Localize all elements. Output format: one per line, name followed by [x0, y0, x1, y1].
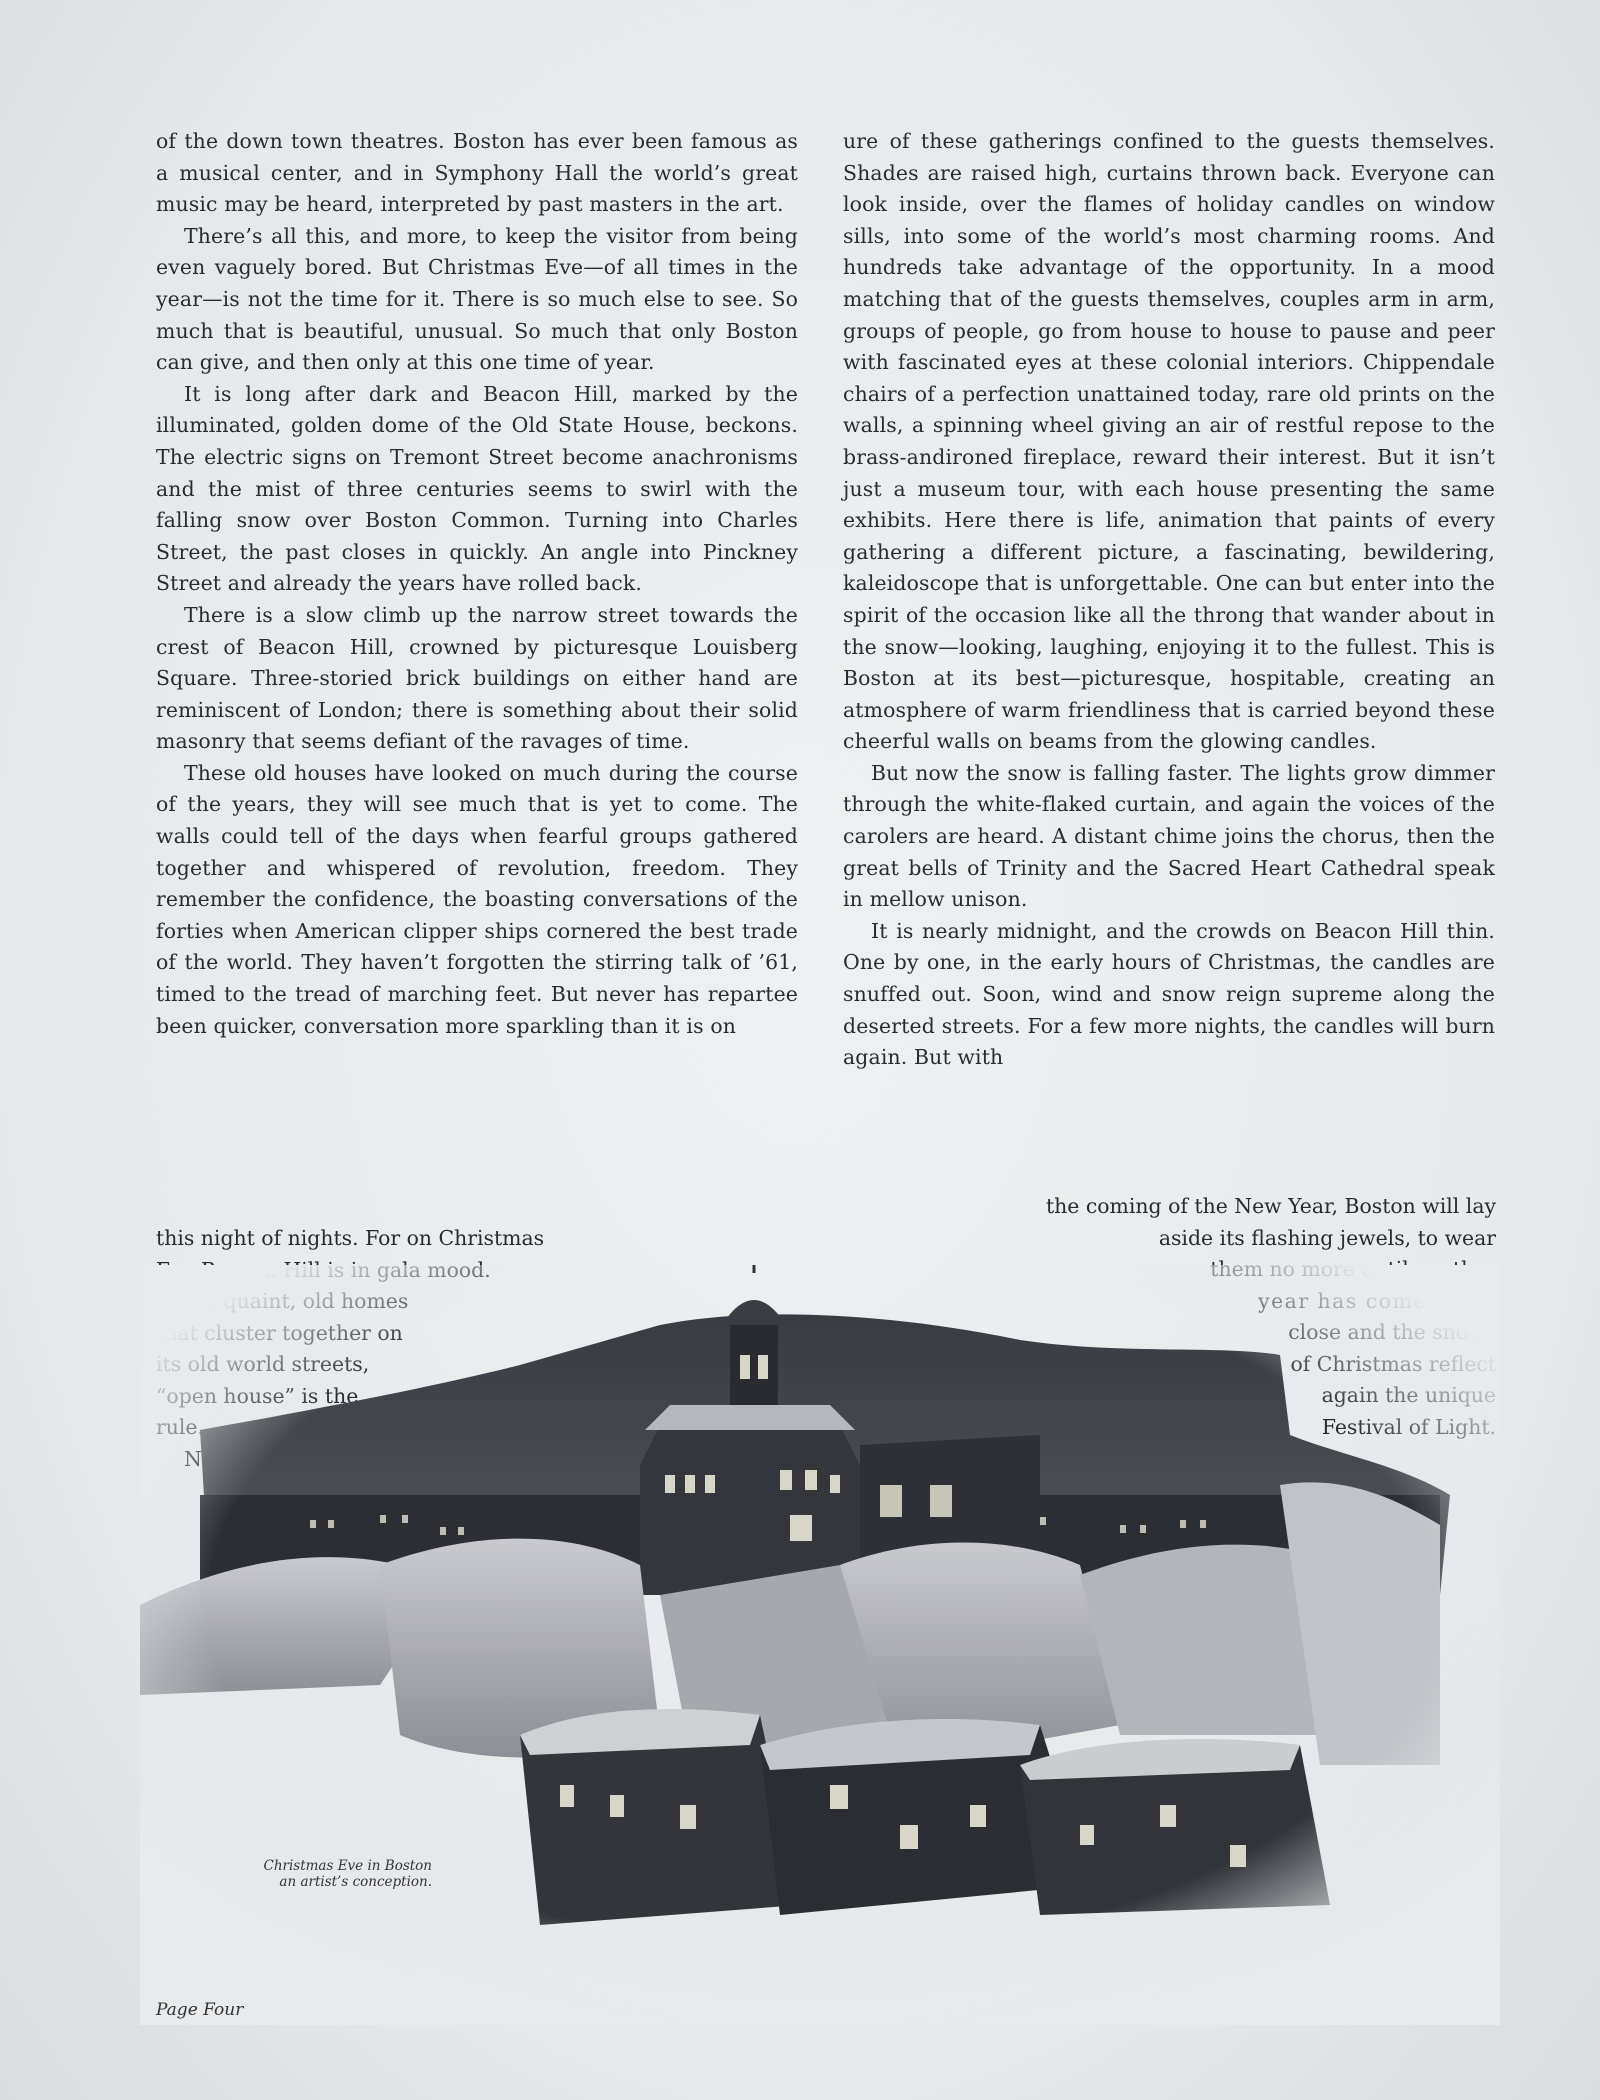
- article-paragraph: ure of these gatherings confined to the guests themselves. Shades are raised high, curtains thrown back. Everyone can look inside, over the flames of holiday candles on window sills, into some of the world’s most charming rooms. And hundreds take advantage of the opportunity. In a mood matching that of the guests themselves, couples arm in arm, groups of people, go from house to house to pause and peer with fascinated eyes at these colonial interiors. Chippendale chairs of a perfection unattained today, rare old prints on the walls, a spinning wheel giving an air of restful repose to the brass-andironed fireplace, reward their interest. But it isn’t just a museum tour, with each house presenting the same exhibits. Here there is life, animation that paints of every gathering a different picture, a fascinating, bewildering, kaleidoscope that is unforgettable. One can but enter into the spirit of the occasion like all the throng that wander about in the snow—looking, laughing, enjoying it to the fullest. This is Boston at its best—picturesque, hospitable, creating an atmosphere of warm friendliness that is carried beyond these cheerful walls on beams from the glowing candles.: [843, 129, 1495, 754]
- article-paragraph: But now the snow is falling faster. The lights grow dimmer through the white-flaked curtain, and again the voices of the carolers are heard. A distant chime joins the chorus, then the great bells of Trinity and the Sacred Heart Cathedral speak in mellow unison.: [843, 760, 1495, 912]
- text-line: aside its flashing jewels, to wear: [1158, 1226, 1496, 1250]
- article-paragraph: It is nearly midnight, and the crowds on Beacon Hill thin. One by one, in the early hours of Christmas, the candles are snuffed out. Soon, wind and snow reign supreme along the deserted streets. For a few more nights, the candles will burn again. But with: [843, 918, 1495, 1070]
- caption-line: Christmas Eve in Boston: [263, 1858, 432, 1874]
- boston-rooftops-illustration: [140, 1265, 1500, 2025]
- article-right-column: [843, 126, 1495, 1074]
- article-paragraph: There is a slow climb up the narrow street towards the crest of Beacon Hill, crowned by picturesque Louisberg Square. Three-storied brick buildings on either hand are reminiscent of London; there is something about their solid masonry that seems defiant of the ravages of time.: [156, 602, 798, 754]
- text-line: the coming of the New Year, Boston will lay: [1045, 1194, 1496, 1218]
- text-line: this night of nights. For on Christmas: [156, 1226, 545, 1250]
- article-paragraph: There’s all this, and more, to keep the visitor from being even vaguely bored. But Christmas Eve—of all times in the year—is not the time for it. There is so much else to see. So much that is beautiful, unusual. So much that only Boston can give, and then only at this one time of year.: [156, 223, 798, 375]
- illustration-caption: [232, 1858, 432, 1890]
- article-paragraph: of the down town theatres. Boston has ever been famous as a musical center, and in Symphony Hall the world’s great music may be heard, interpreted by past masters in the art.: [156, 129, 798, 217]
- caption-line: an artist’s conception.: [279, 1874, 432, 1890]
- article-paragraph: These old houses have looked on much during the course of the years, they will see much that is yet to come. The walls could tell of the days when fearful groups gathered together and whispered of revolution, freedom. They remember the confidence, the boasting conversations of the forties when American clipper ships cornered the best trade of the world. They haven’t forgotten the stirring talk of ’61, timed to the tread of marching feet. But never has repartee been quicker, conversation more sparkling than it is on: [156, 760, 798, 1038]
- article-paragraph: It is long after dark and Beacon Hill, marked by the illuminated, golden dome of the Old State House, beckons. The electric signs on Tremont Street become anachronisms and the mist of three centuries seems to swirl with the falling snow over Boston Common. Turning into Charles Street, the past closes in quickly. An angle into Pinckney Street and already the years have rolled back.: [156, 381, 798, 596]
- article-left-column: [156, 126, 798, 1042]
- page-number: Page Four: [156, 2000, 244, 2020]
